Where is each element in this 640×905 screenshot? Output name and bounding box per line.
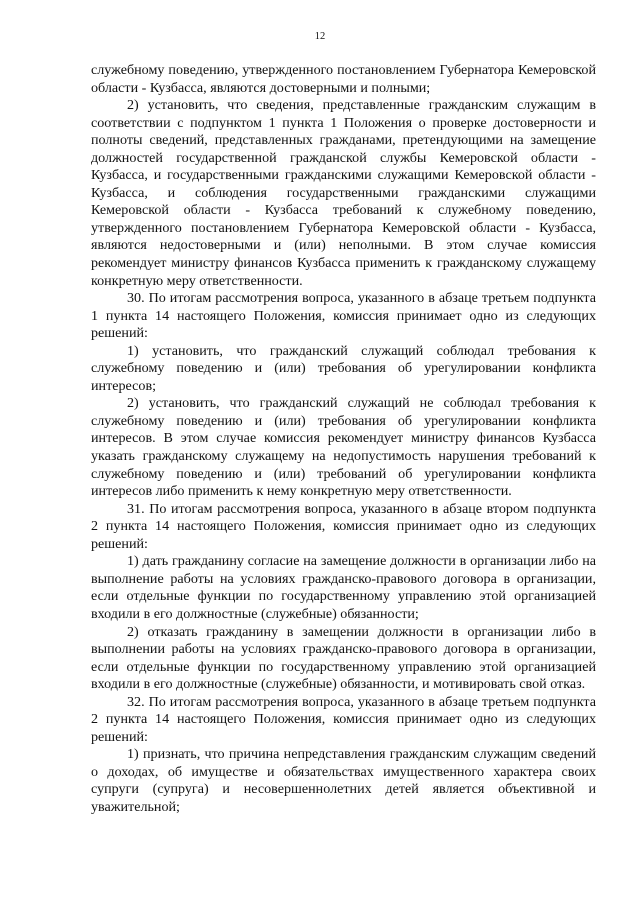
paragraph: 30. По итогам рассмотрения вопроса, указанного в абзаце третьем подпункта 1 пункта 14 настоящего Положения, комиссия принимает одно из следующих решений: xyxy=(91,290,596,342)
paragraph: 2) установить, что гражданский служащий не соблюдал требования к служебному поведению и (или) требования об урегулировании конфликта интересов. В этом случае комиссия рекомендует министру финансов Кузбасса указать гражданскому служащему на недопустимость нарушения требований к служебному поведению и (или) требований об урегулировании конфликта интересов либо применить к нему конкретную меру ответственности. xyxy=(91,395,596,500)
page-number: 12 xyxy=(314,31,326,42)
paragraph: служебному поведению, утвержденного постановлением Губернатора Кемеровской области - Кузбасса, являются достоверными и полными; xyxy=(91,62,596,96)
paragraph: 1) признать, что причина непредставления гражданским служащим сведений о доходах, об имуществе и обязательствах имущественного характера своих супруги (супруга) и несовершеннолетних детей является объективной и уважительной; xyxy=(91,746,596,815)
paragraph: 32. По итогам рассмотрения вопроса, указанного в абзаце третьем подпункта 2 пункта 14 настоящего Положения, комиссия принимает одно из следующих решений: xyxy=(91,693,596,745)
paragraph: 1) установить, что гражданский служащий соблюдал требования к служебному поведению и (или) требования об урегулировании конфликта интересов; xyxy=(91,342,596,394)
paragraph: 2) установить, что сведения, представленные гражданским служащим в соответствии с подпунктом 1 пункта 1 Положения о проверке достоверности и полноты сведений, представленных гражданами, претендующими на замещение должностей государственной гражданской службы Кемеровской области - Кузбасса, и государственными гражданскими служащими Кемеровской области - Кузбасса, и соблюдения государственными гражданскими служащими Кемеровской области - Кузбасса требований к служебному поведению, утвержденного постановлением Губернатора Кемеровской области - Кузбасса, являются недостоверными и (или) неполными. В этом случае комиссия рекомендует министру финансов Кузбасса применить к гражданскому служащему конкретную меру ответственности. xyxy=(91,97,596,289)
paragraph: 2) отказать гражданину в замещении должности в организации либо в выполнении работы на условиях гражданско-правового договора в организации, если отдельные функции по государственному управлению этой организацией входили в его должностные (служебные) обязанности, и мотивировать свой отказ. xyxy=(91,623,596,693)
paragraph: 31. По итогам рассмотрения вопроса, указанного в абзаце втором подпункта 2 пункта 14 настоящего Положения, комиссия принимает одно из следующих решений: xyxy=(91,500,596,552)
paragraph: 1) дать гражданину согласие на замещение должности в организации либо на выполнение работы на условиях гражданско-правового договора в организации, если отдельные функции по государственному управлению этой организацией входили в его должностные (служебные) обязанности; xyxy=(91,553,596,622)
document-body xyxy=(91,62,596,817)
